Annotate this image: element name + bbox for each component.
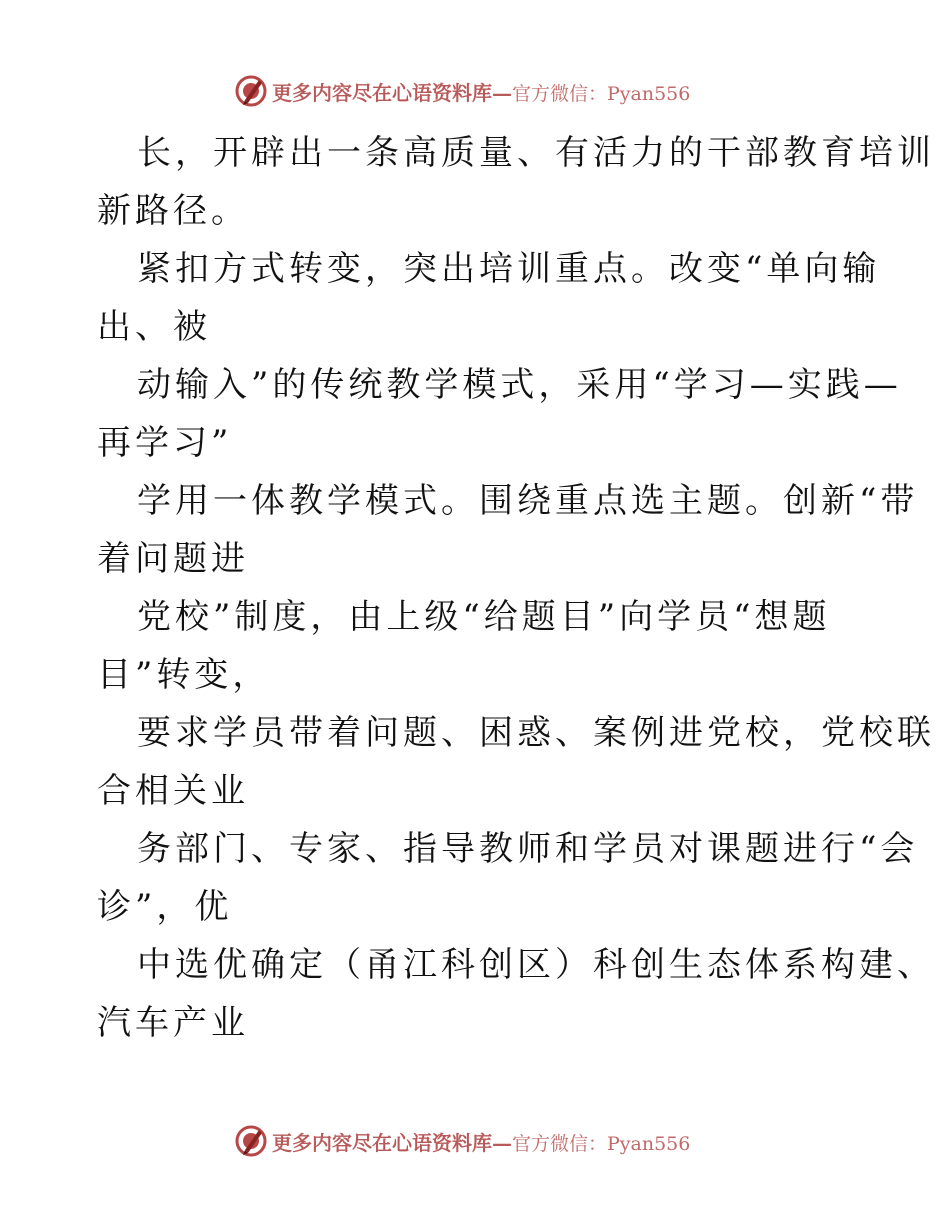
paragraph-line: 党校”制度，由上级“给题目”向学员“想题 — [137, 597, 831, 637]
paragraph-line: 要求学员带着问题、困惑、案例进党校，党校联 — [137, 713, 935, 753]
paragraph-line: 新路径。 — [97, 191, 249, 231]
paragraph-line: 汽车产业 — [97, 1003, 249, 1043]
paragraph-line: 长，开辟出一条高质量、有活力的干部教育培训 — [137, 133, 935, 173]
paragraph-line: 诊”，优 — [97, 887, 233, 927]
header-banner-wechat: 官方微信：Pyan556 — [512, 82, 691, 105]
pen-circle-logo-icon — [234, 1124, 268, 1158]
header-banner-text — [272, 77, 690, 106]
paragraph-line: 再学习” — [97, 423, 233, 463]
paragraph-line: 动输入”的传统教学模式，采用“学习—实践— — [137, 365, 902, 405]
pen-circle-logo-icon — [234, 74, 268, 108]
header-banner-title: 更多内容尽在心语资料库— — [272, 80, 512, 105]
paragraph-line: 着问题进 — [97, 539, 249, 579]
paragraph-line: 目”转变， — [97, 655, 271, 695]
footer-banner-text — [272, 1127, 690, 1156]
paragraph-line: 学用一体教学模式。围绕重点选主题。创新“带 — [137, 481, 919, 521]
paragraph-line: 务部门、专家、指导教师和学员对课题进行“会 — [137, 829, 919, 869]
paragraph-line: 合相关业 — [97, 771, 249, 811]
paragraph-line: 出、被 — [97, 307, 211, 347]
paragraph-line: 中选优确定（甬江科创区）科创生态体系构建、 — [137, 945, 935, 985]
footer-banner — [234, 1123, 690, 1159]
footer-banner-title: 更多内容尽在心语资料库— — [272, 1130, 512, 1155]
footer-banner-wechat: 官方微信：Pyan556 — [512, 1132, 691, 1155]
header-banner — [234, 73, 690, 109]
paragraph-line: 紧扣方式转变，突出培训重点。改变“单向输 — [137, 249, 881, 289]
document-body — [97, 124, 935, 1052]
